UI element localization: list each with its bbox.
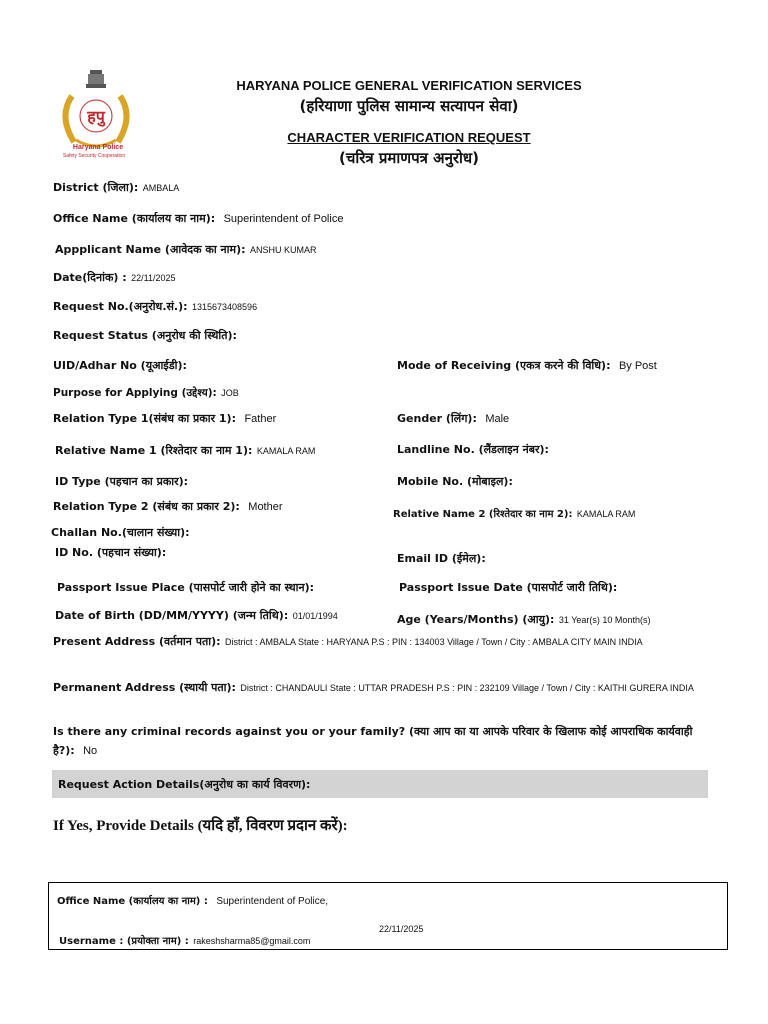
request-no-label: Request No.(अनुरोध.सं.):	[53, 300, 188, 313]
footer-office-row	[57, 891, 328, 909]
passport-place-row	[57, 578, 314, 596]
request-no-value: 1315673408596	[192, 302, 258, 312]
present-address-value: District : AMBALA State : HARYANA P.S : PIN : 134003 Village / Town / City : AMBALA CITY MAIN INDIA	[224, 637, 643, 647]
relation2-value: Mother	[248, 501, 283, 513]
date-value: 22/11/2025	[131, 273, 176, 283]
applicant-value: ANSHU KUMAR	[249, 245, 317, 255]
permanent-address-label: Permanent Address (स्थायी पता):	[53, 681, 236, 694]
passport-place-label: Passport Issue Place (पासपोर्ट जारी होने का स्थान):	[57, 581, 315, 594]
footer-date: 22/11/2025	[379, 924, 424, 934]
mobile-label: Mobile No. (मोबाइल):	[397, 475, 513, 488]
request-no-row	[53, 297, 257, 315]
purpose-label: Purpose for Applying (उद्देश्य):	[53, 387, 217, 399]
date-label: Date(दिनांक) :	[53, 271, 127, 284]
permanent-address-row	[53, 678, 694, 696]
permanent-address-value: District : CHANDAULI State : UTTAR PRADESH P.S : PIN : 232109 Village / Town / City : KAITHI GURERA INDIA	[240, 683, 694, 693]
relative2-value: KAMALA RAM	[576, 509, 636, 519]
present-address-label: Present Address (वर्तमान पता):	[53, 635, 221, 648]
district-label: District (जिला):	[53, 181, 139, 194]
mode-value: By Post	[618, 360, 657, 372]
present-address-row	[53, 632, 643, 650]
passport-date-label: Passport Issue Date (पासपोर्ट जारी तिथि):	[399, 581, 618, 594]
relation1-row	[53, 409, 276, 427]
dob-value: 01/01/1994	[292, 611, 338, 621]
criminal-value: No	[83, 745, 98, 757]
purpose-row	[53, 383, 239, 401]
request-action-label: Request Action Details(अनुरोध का कार्य विवरण):	[58, 778, 311, 791]
footer-office-label: Office Name (कार्यालय का नाम) :	[57, 896, 208, 907]
purpose-value: JOB	[221, 388, 239, 398]
age-label: Age (Years/Months) (आयु):	[397, 613, 555, 626]
relative1-label: Relative Name 1 (रिश्तेदार का नाम 1):	[55, 444, 253, 457]
logo-text: Haryana Police	[72, 144, 124, 151]
footer-box	[48, 882, 728, 950]
status-label: Request Status (अनुरोध की स्थिति):	[53, 329, 237, 342]
email-row	[397, 549, 486, 567]
uid-label: UID/Adhar No (यूआईडी):	[53, 359, 187, 372]
challan-label: Challan No.(चालान संख्या):	[51, 526, 190, 539]
status-row	[53, 326, 237, 344]
email-label: Email ID (ईमेल):	[397, 552, 486, 565]
relative1-row	[55, 441, 315, 459]
office-value: Superintendent of Police	[223, 213, 344, 225]
relation1-label: Relation Type 1(संबंध का प्रकार 1):	[53, 412, 236, 425]
logo-emblem-text: हपु	[87, 107, 105, 126]
idtype-row	[55, 472, 188, 490]
relative2-row	[393, 504, 635, 522]
relative2-label: Relative Name 2 (रिश्तेदार का नाम 2):	[393, 509, 573, 520]
mode-label: Mode of Receiving (एकत्र करने की विधि):	[397, 359, 611, 372]
office-label: Office Name (कार्यालय का नाम):	[53, 212, 216, 225]
district-value: AMBALA	[142, 183, 180, 193]
applicant-label: Appplicant Name (आवेदक का नाम):	[55, 243, 246, 256]
uid-row	[53, 356, 187, 374]
footer-username-value: rakeshsharma85@gmail.com	[193, 936, 311, 946]
gender-value: Male	[485, 413, 510, 425]
logo-subtext: Safety Security Cooperation	[62, 153, 126, 159]
title-hi: (हरियाणा पुलिस सामान्य सत्यापन सेवा)	[299, 97, 519, 115]
age-row	[397, 610, 650, 628]
relation2-row	[53, 497, 283, 515]
dob-label: Date of Birth (DD/MM/YYYY) (जन्म तिथि):	[55, 609, 289, 622]
mobile-row	[397, 472, 513, 490]
idtype-label: ID Type (पहचान का प्रकार):	[55, 475, 189, 488]
criminal-question-line2: है?): No	[53, 744, 98, 757]
date-row	[53, 268, 176, 286]
footer-username-label: Username : (प्रयोक्ता नाम) :	[59, 936, 189, 947]
relation1-value: Father	[244, 413, 277, 425]
dob-row	[55, 606, 338, 624]
relation2-label: Relation Type 2 (संबंध का प्रकार 2):	[53, 500, 240, 513]
idno-label: ID No. (पहचान संख्या):	[55, 546, 167, 559]
landline-label: Landline No. (लैंडलाइन नंबर):	[397, 443, 549, 456]
criminal-question-line1: Is there any criminal records against you or your family? (क्या आप का या आपके परिवार के खिलाफ कोई आपराधिक कार्यवाही	[53, 725, 693, 738]
applicant-row	[55, 240, 316, 258]
age-value: 31 Year(s) 10 Month(s)	[558, 615, 651, 625]
gender-label: Gender (लिंग):	[397, 412, 477, 425]
challan-row	[51, 523, 190, 541]
gender-row	[397, 409, 509, 427]
passport-date-row	[399, 578, 617, 596]
title-en: HARYANA POLICE GENERAL VERIFICATION SERVICES	[236, 78, 582, 93]
mode-row	[397, 356, 657, 374]
if-yes-heading: If Yes, Provide Details (यदि हाँ, विवरण प्रदान करें):	[53, 818, 348, 834]
office-row	[53, 209, 343, 227]
footer-username-row	[59, 931, 310, 949]
subtitle-en: CHARACTER VERIFICATION REQUEST	[287, 130, 531, 145]
subtitle-hi: (चरित्र प्रमाणपत्र अनुरोध)	[338, 149, 480, 167]
landline-row	[397, 440, 549, 458]
idno-row	[55, 543, 166, 561]
request-action-bar	[52, 770, 708, 798]
district-row	[53, 178, 179, 196]
footer-office-value: Superintendent of Police,	[216, 896, 329, 907]
relative1-value: KAMALA RAM	[256, 446, 316, 456]
